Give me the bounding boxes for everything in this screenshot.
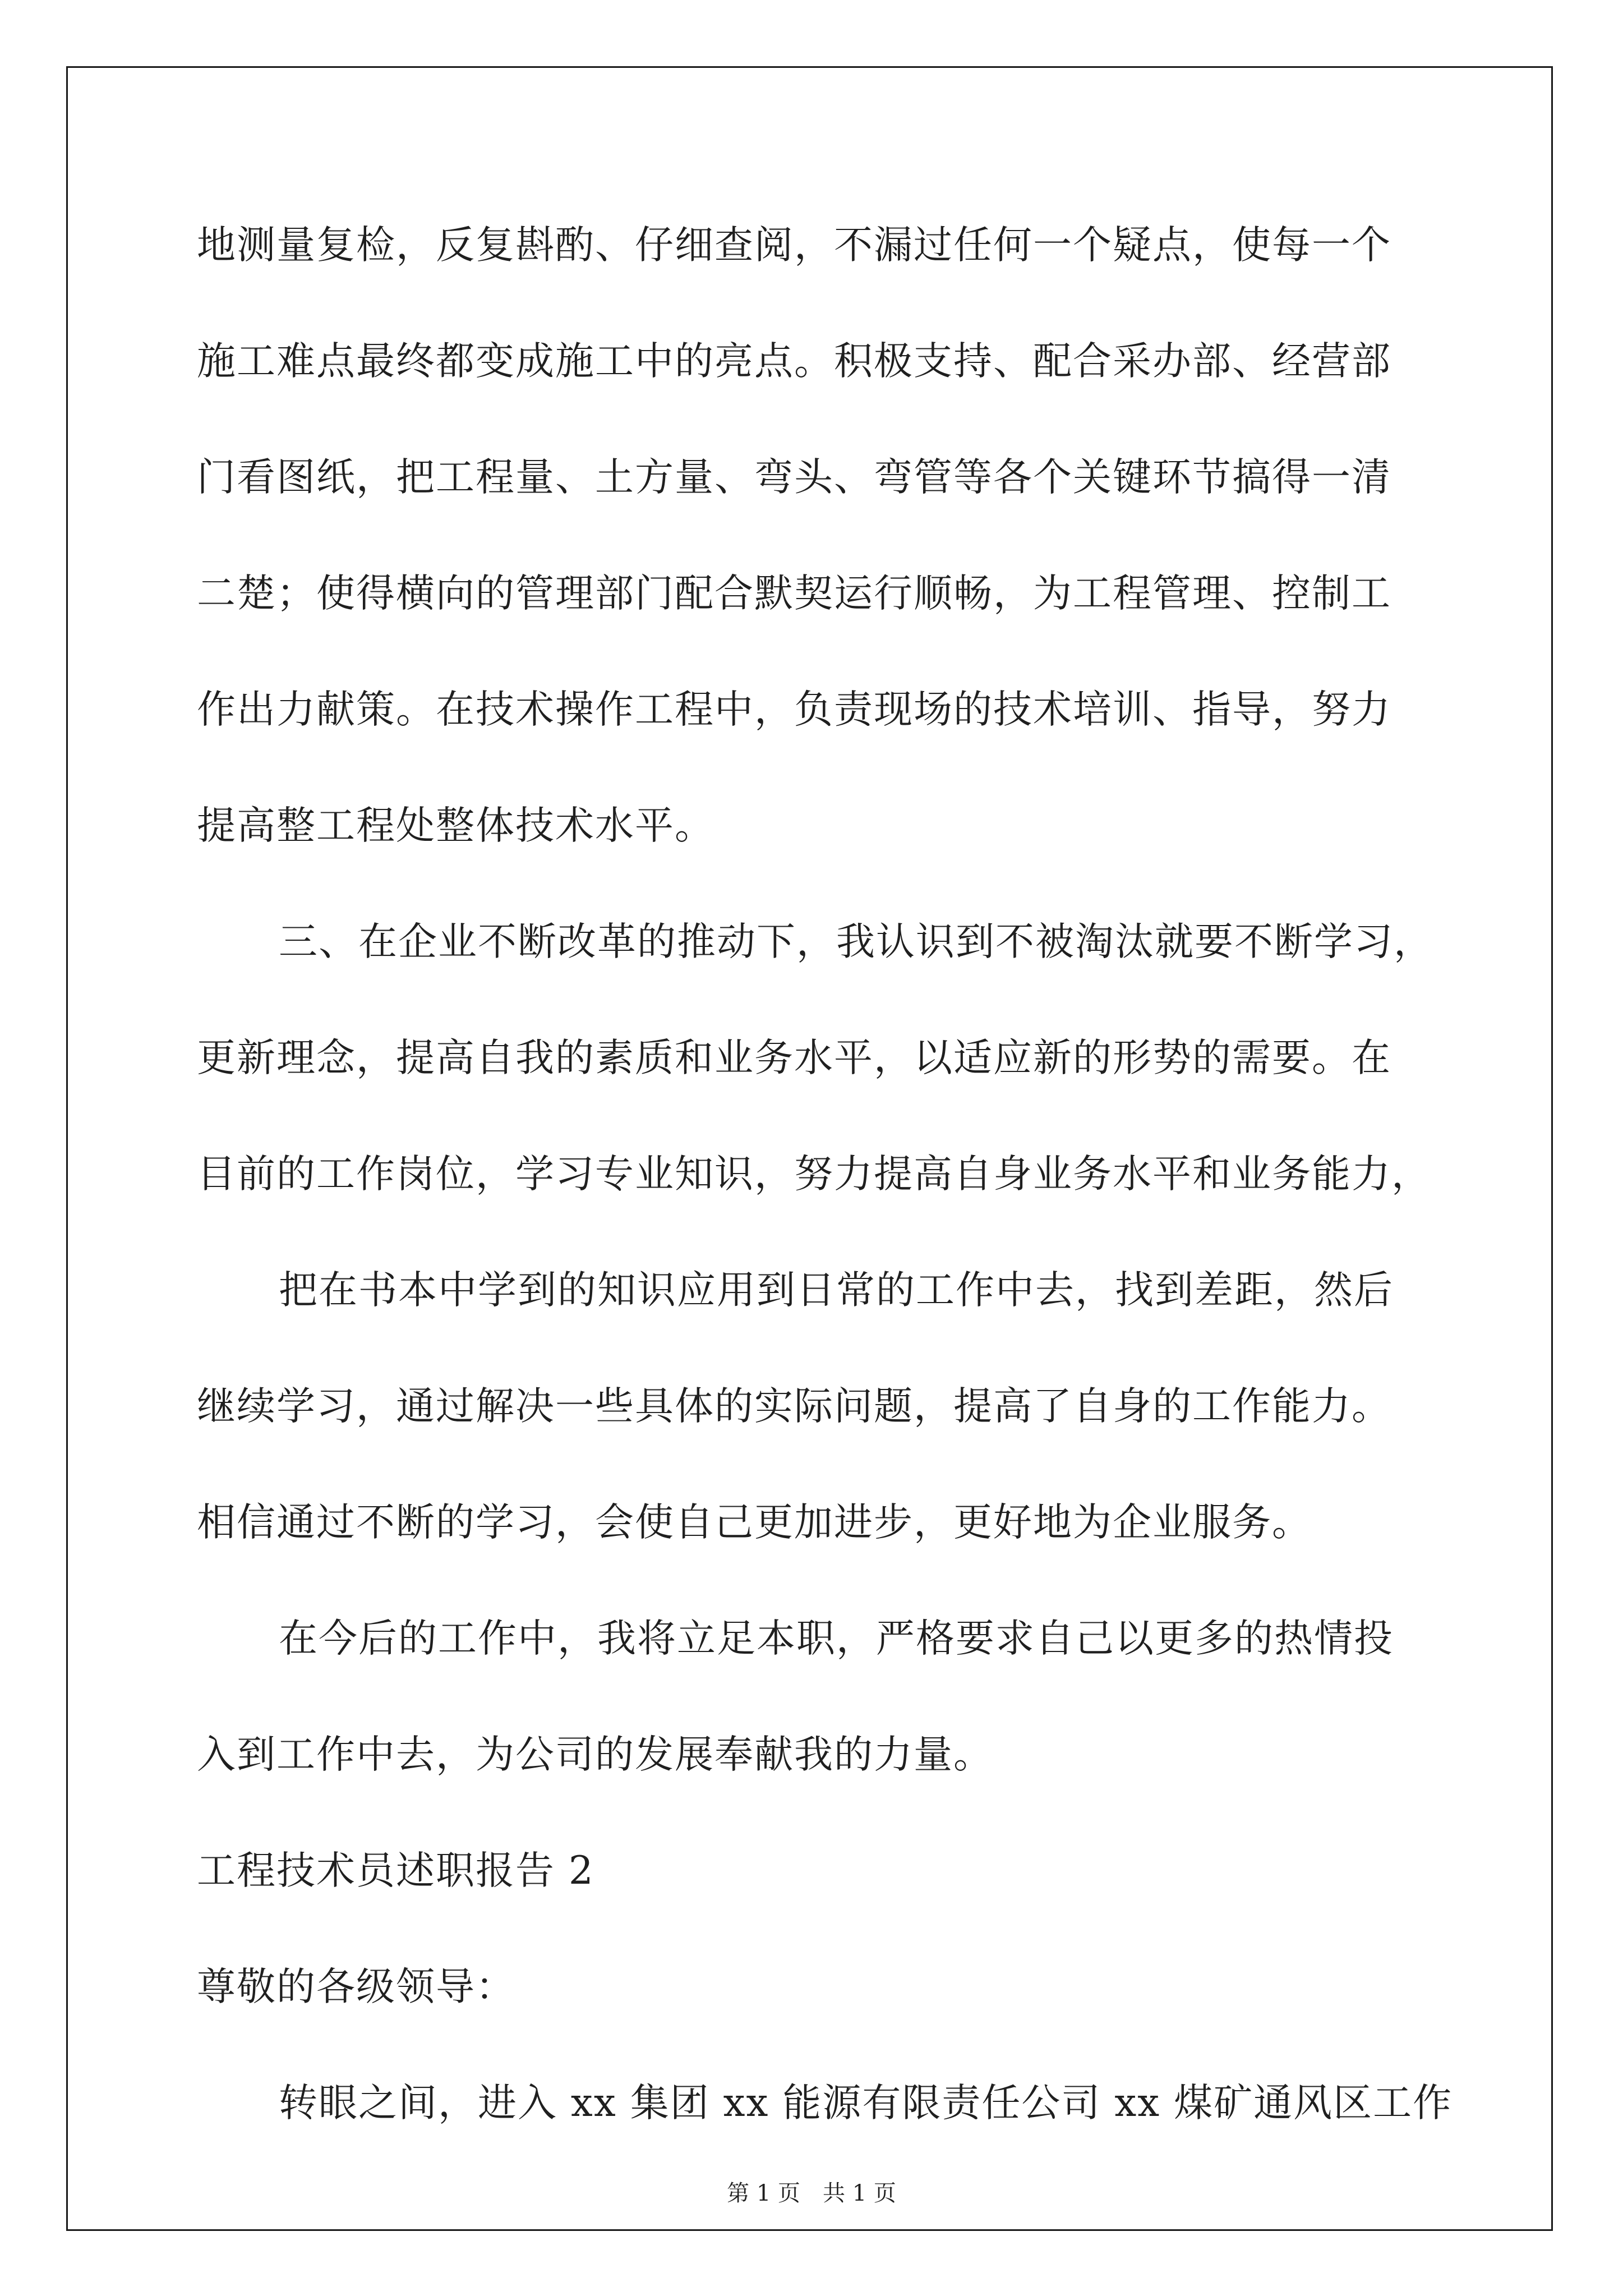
text-line: 把在书本中学到的知识应用到日常的工作中去，找到差距，然后 [279, 1268, 1394, 1313]
text-line: 地测量复检，反复斟酌、仔细查阅，不漏过任何一个疑点，使每一个 [197, 223, 1391, 268]
text-line: 相信通过不断的学习，会使自己更加进步，更好地为企业服务。 [197, 1500, 1312, 1545]
salutation: 尊敬的各级领导： [197, 1964, 515, 2009]
text-line: 在今后的工作中，我将立足本职，严格要求自己以更多的热情投 [279, 1616, 1394, 1661]
text-line: 继续学习，通过解决一些具体的实际问题，提高了自身的工作能力。 [197, 1384, 1391, 1429]
page-footer: 第 1 页 共 1 页 [727, 2180, 896, 2206]
text-line: 施工难点最终都变成施工中的亮点。积极支持、配合采办部、经营部 [197, 339, 1391, 384]
text-line: 三、在企业不断改革的推动下，我认识到不被淘汰就要不断学习， [279, 919, 1433, 964]
text-line: 提高整工程处整体技术水平。 [197, 803, 714, 848]
document-body [197, 214, 1453, 2188]
text-line: 作出力献策。在技术操作工程中，负责现场的技术培训、指导，努力 [197, 687, 1391, 732]
text-line: 转眼之间，进入 xx 集团 xx 能源有限责任公司 xx 煤矿通风区工作 [279, 2081, 1453, 2125]
section-heading: 工程技术员述职报告 2 [197, 1848, 594, 1893]
text-line: 目前的工作岗位，学习专业知识，努力提高自身业务水平和业务能力， [197, 1152, 1431, 1197]
text-line: 更新理念，提高自我的素质和业务水平，以适应新的形势的需要。在 [197, 1036, 1391, 1080]
text-line: 门看图纸，把工程量、土方量、弯头、弯管等各个关键环节搞得一清 [197, 455, 1391, 500]
text-line: 入到工作中去，为公司的发展奉献我的力量。 [197, 1732, 993, 1777]
text-line: 二楚；使得横向的管理部门配合默契运行顺畅，为工程管理、控制工 [197, 571, 1391, 616]
